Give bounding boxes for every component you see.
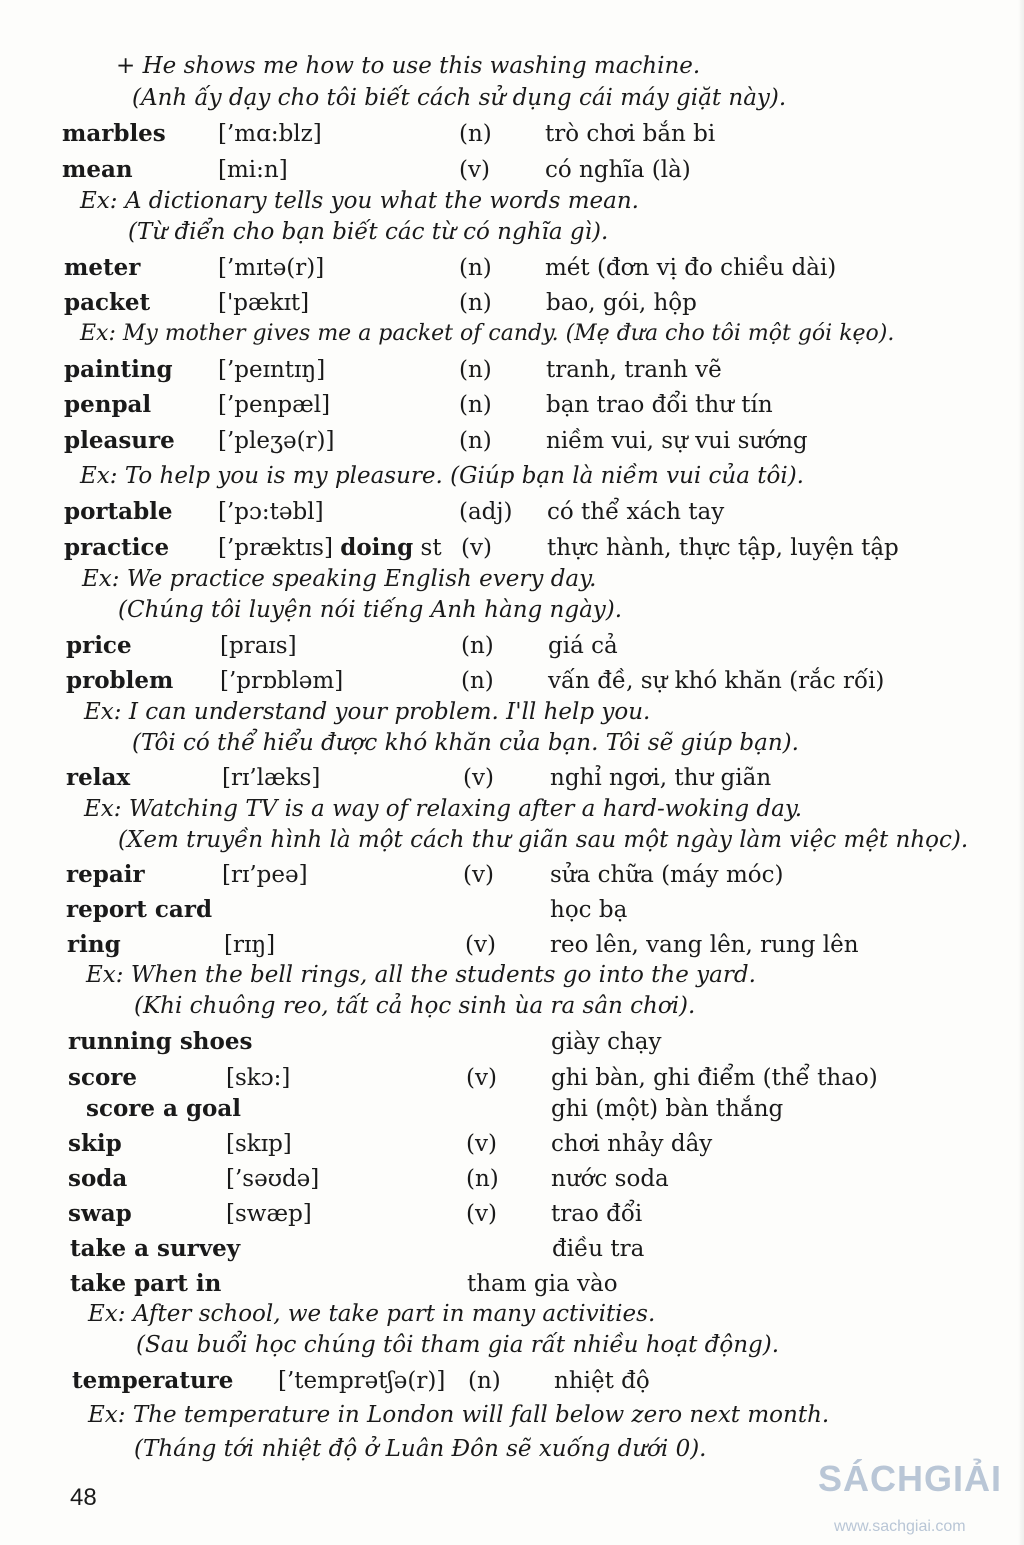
entry-meaning: bao, gói, hộp <box>546 290 697 316</box>
entry-pos: (v) <box>459 157 490 183</box>
example-translation: (Tôi có thể hiểu được khó khăn của bạn. Tôi sẽ giúp bạn). <box>132 730 799 756</box>
example-sentence: Ex: Watching TV is a way of relaxing after a hard-woking day. <box>84 796 803 822</box>
entry-ipa: ['pækɪt] <box>218 290 310 316</box>
entry-pos: (n) <box>459 392 492 418</box>
example-sentence: Ex: To help you is my pleasure. (Giúp bạn là niềm vui của tôi). <box>80 463 804 489</box>
entry-pos: (n) <box>466 1166 499 1192</box>
entry-pos: (n) <box>459 290 492 316</box>
entry-meaning: vấn đề, sự khó khăn (rắc rối) <box>548 668 885 694</box>
entry-meaning: nước soda <box>551 1166 669 1192</box>
entry-meaning: ghi bàn, ghi điểm (thể thao) <box>551 1065 878 1091</box>
entry-meaning: nhiệt độ <box>554 1368 650 1394</box>
entry-word: take part in <box>70 1270 222 1297</box>
entry-word: packet <box>64 289 151 316</box>
watermark-url: www.sachgiai.com <box>834 1518 966 1535</box>
entry-meaning: nghỉ ngơi, thư giãn <box>550 765 772 791</box>
entry-meaning: niềm vui, sự vui sướng <box>546 428 808 454</box>
entry-pos: (n) <box>459 428 492 454</box>
entry-word: skip <box>68 1130 122 1157</box>
entry-ipa: [’pɔ:təbl] <box>218 499 324 525</box>
entry-ipa-extra-bold: doing <box>340 534 414 561</box>
example-translation: (Tháng tới nhiệt độ ở Luân Đôn sẽ xuống dưới 0). <box>134 1436 707 1462</box>
entry-pos: (n) <box>461 633 494 659</box>
entry-meaning: có thể xách tay <box>547 499 725 525</box>
entry-word: score a goal <box>86 1095 242 1122</box>
entry-pos: (v) <box>465 932 496 958</box>
entry-word: mean <box>62 156 133 183</box>
watermark <box>818 1458 1003 1535</box>
entry-meaning: thực hành, thực tập, luyện tập <box>547 535 899 561</box>
entry-word: take a survey <box>70 1235 241 1262</box>
entry-ipa: [’mɪtə(r)] <box>218 255 325 281</box>
entry-pos: (v) <box>463 862 494 888</box>
entry-pos: (n) <box>461 668 494 694</box>
entry-word: swap <box>68 1200 132 1227</box>
entry-word: running shoes <box>68 1028 253 1055</box>
entry-word: score <box>68 1064 138 1091</box>
example-sentence: Ex: A dictionary tells you what the words mean. <box>80 188 639 214</box>
entry-ipa: [rɪ’læks] <box>222 765 321 791</box>
entry-word: soda <box>68 1165 128 1192</box>
example-translation: (Chúng tôi luyện nói tiếng Anh hàng ngày). <box>118 597 623 623</box>
entry-meaning: tham gia vào <box>467 1271 618 1297</box>
entry-pos: (v) <box>466 1131 497 1157</box>
example-sentence: Ex: The temperature in London will fall below zero next month. <box>88 1402 830 1428</box>
entry-ipa-extra: st <box>420 535 442 561</box>
entry-pos: (n) <box>459 121 492 147</box>
example-translation: (Sau buổi học chúng tôi tham gia rất nhiều hoạt động). <box>136 1332 780 1358</box>
entry-word: ring <box>67 931 121 958</box>
entry-meaning: trò chơi bắn bi <box>545 121 716 147</box>
intro-example: + He shows me how to use this washing machine. <box>116 53 701 79</box>
entry-meaning: chơi nhảy dây <box>551 1131 713 1157</box>
entry-pos: (v) <box>466 1201 497 1227</box>
entry-meaning: reo lên, vang lên, rung lên <box>550 932 859 958</box>
example-sentence: Ex: We practice speaking English every day. <box>82 566 597 592</box>
entry-ipa: [skɪp] <box>226 1131 292 1157</box>
entry-word: practice <box>64 534 170 561</box>
entry-meaning: bạn trao đổi thư tín <box>546 392 773 418</box>
entry-word: temperature <box>72 1367 234 1394</box>
entry-pos: (v) <box>463 765 494 791</box>
entry-ipa: [’prɒbləm] <box>220 668 344 694</box>
entry-meaning: sửa chữa (máy móc) <box>550 862 784 888</box>
entry-pos: (v) <box>461 535 492 561</box>
example-sentence: Ex: I can understand your problem. I'll help you. <box>84 699 651 725</box>
entry-meaning: trao đổi <box>551 1201 643 1227</box>
entry-ipa: [’mɑ:blz] <box>218 121 322 147</box>
entry-pos: (n) <box>468 1368 501 1394</box>
watermark-brand: SÁCHGIẢI <box>818 1458 1003 1499</box>
entry-ipa: [swæp] <box>226 1201 312 1227</box>
entry-word: price <box>66 632 132 659</box>
entry-ipa: [mi:n] <box>218 157 288 183</box>
entry-ipa: [’præktɪs] <box>218 535 333 561</box>
page-number: 48 <box>70 1484 97 1511</box>
entry-ipa: [skɔ:] <box>226 1065 291 1091</box>
entry-word: meter <box>64 254 141 281</box>
entry-ipa: [rɪ’peə] <box>222 862 308 888</box>
entry-meaning: mét (đơn vị đo chiều dài) <box>545 255 837 281</box>
entry-pos: (n) <box>459 255 492 281</box>
entry-meaning: có nghĩa (là) <box>545 157 691 183</box>
entry-word: penpal <box>64 391 152 418</box>
entry-meaning: tranh, tranh vẽ <box>546 357 722 383</box>
example-sentence: Ex: When the bell rings, all the students go into the yard. <box>86 962 756 988</box>
entry-meaning: học bạ <box>550 897 628 923</box>
entry-pos: (v) <box>466 1065 497 1091</box>
entry-word: painting <box>64 356 173 383</box>
entry-meaning: giày chạy <box>551 1029 662 1055</box>
entry-pos: (n) <box>459 357 492 383</box>
example-translation: (Xem truyền hình là một cách thư giãn sau một ngày làm việc mệt nhọc). <box>118 827 969 853</box>
example-sentence: Ex: After school, we take part in many activities. <box>88 1301 656 1327</box>
entry-ipa: [’səʊdə] <box>226 1166 320 1192</box>
entry-meaning: giá cả <box>548 633 618 659</box>
entry-word: problem <box>66 667 174 694</box>
example-sentence: Ex: My mother gives me a packet of candy. (Mẹ đưa cho tôi một gói kẹo). <box>80 321 895 346</box>
entry-word: repair <box>66 861 145 888</box>
entry-word: portable <box>64 498 173 525</box>
entry-word: relax <box>66 764 131 791</box>
entry-ipa: [’pleʒə(r)] <box>218 428 335 454</box>
entry-meaning: ghi (một) bàn thắng <box>551 1096 784 1122</box>
entry-word: marbles <box>62 120 166 147</box>
intro-translation: (Anh ấy dạy cho tôi biết cách sử dụng cái máy giặt này). <box>132 85 787 111</box>
entry-pos: (adj) <box>459 499 513 525</box>
page-edge-shadow <box>1018 0 1024 1545</box>
entry-ipa: [praɪs] <box>220 633 297 659</box>
entry-word: pleasure <box>64 427 175 454</box>
entry-ipa: [’penpæl] <box>218 392 331 418</box>
entry-word: report card <box>66 896 213 923</box>
entry-ipa: [’temprətʃə(r)] <box>278 1368 446 1394</box>
entry-ipa: [’peɪntɪŋ] <box>218 357 326 383</box>
entry-ipa-group <box>218 534 442 562</box>
entry-ipa: [rɪŋ] <box>224 932 276 958</box>
entry-meaning: điều tra <box>552 1236 645 1262</box>
example-translation: (Khi chuông reo, tất cả học sinh ùa ra sân chơi). <box>134 993 696 1019</box>
example-translation: (Từ điển cho bạn biết các từ có nghĩa gì). <box>128 219 609 245</box>
